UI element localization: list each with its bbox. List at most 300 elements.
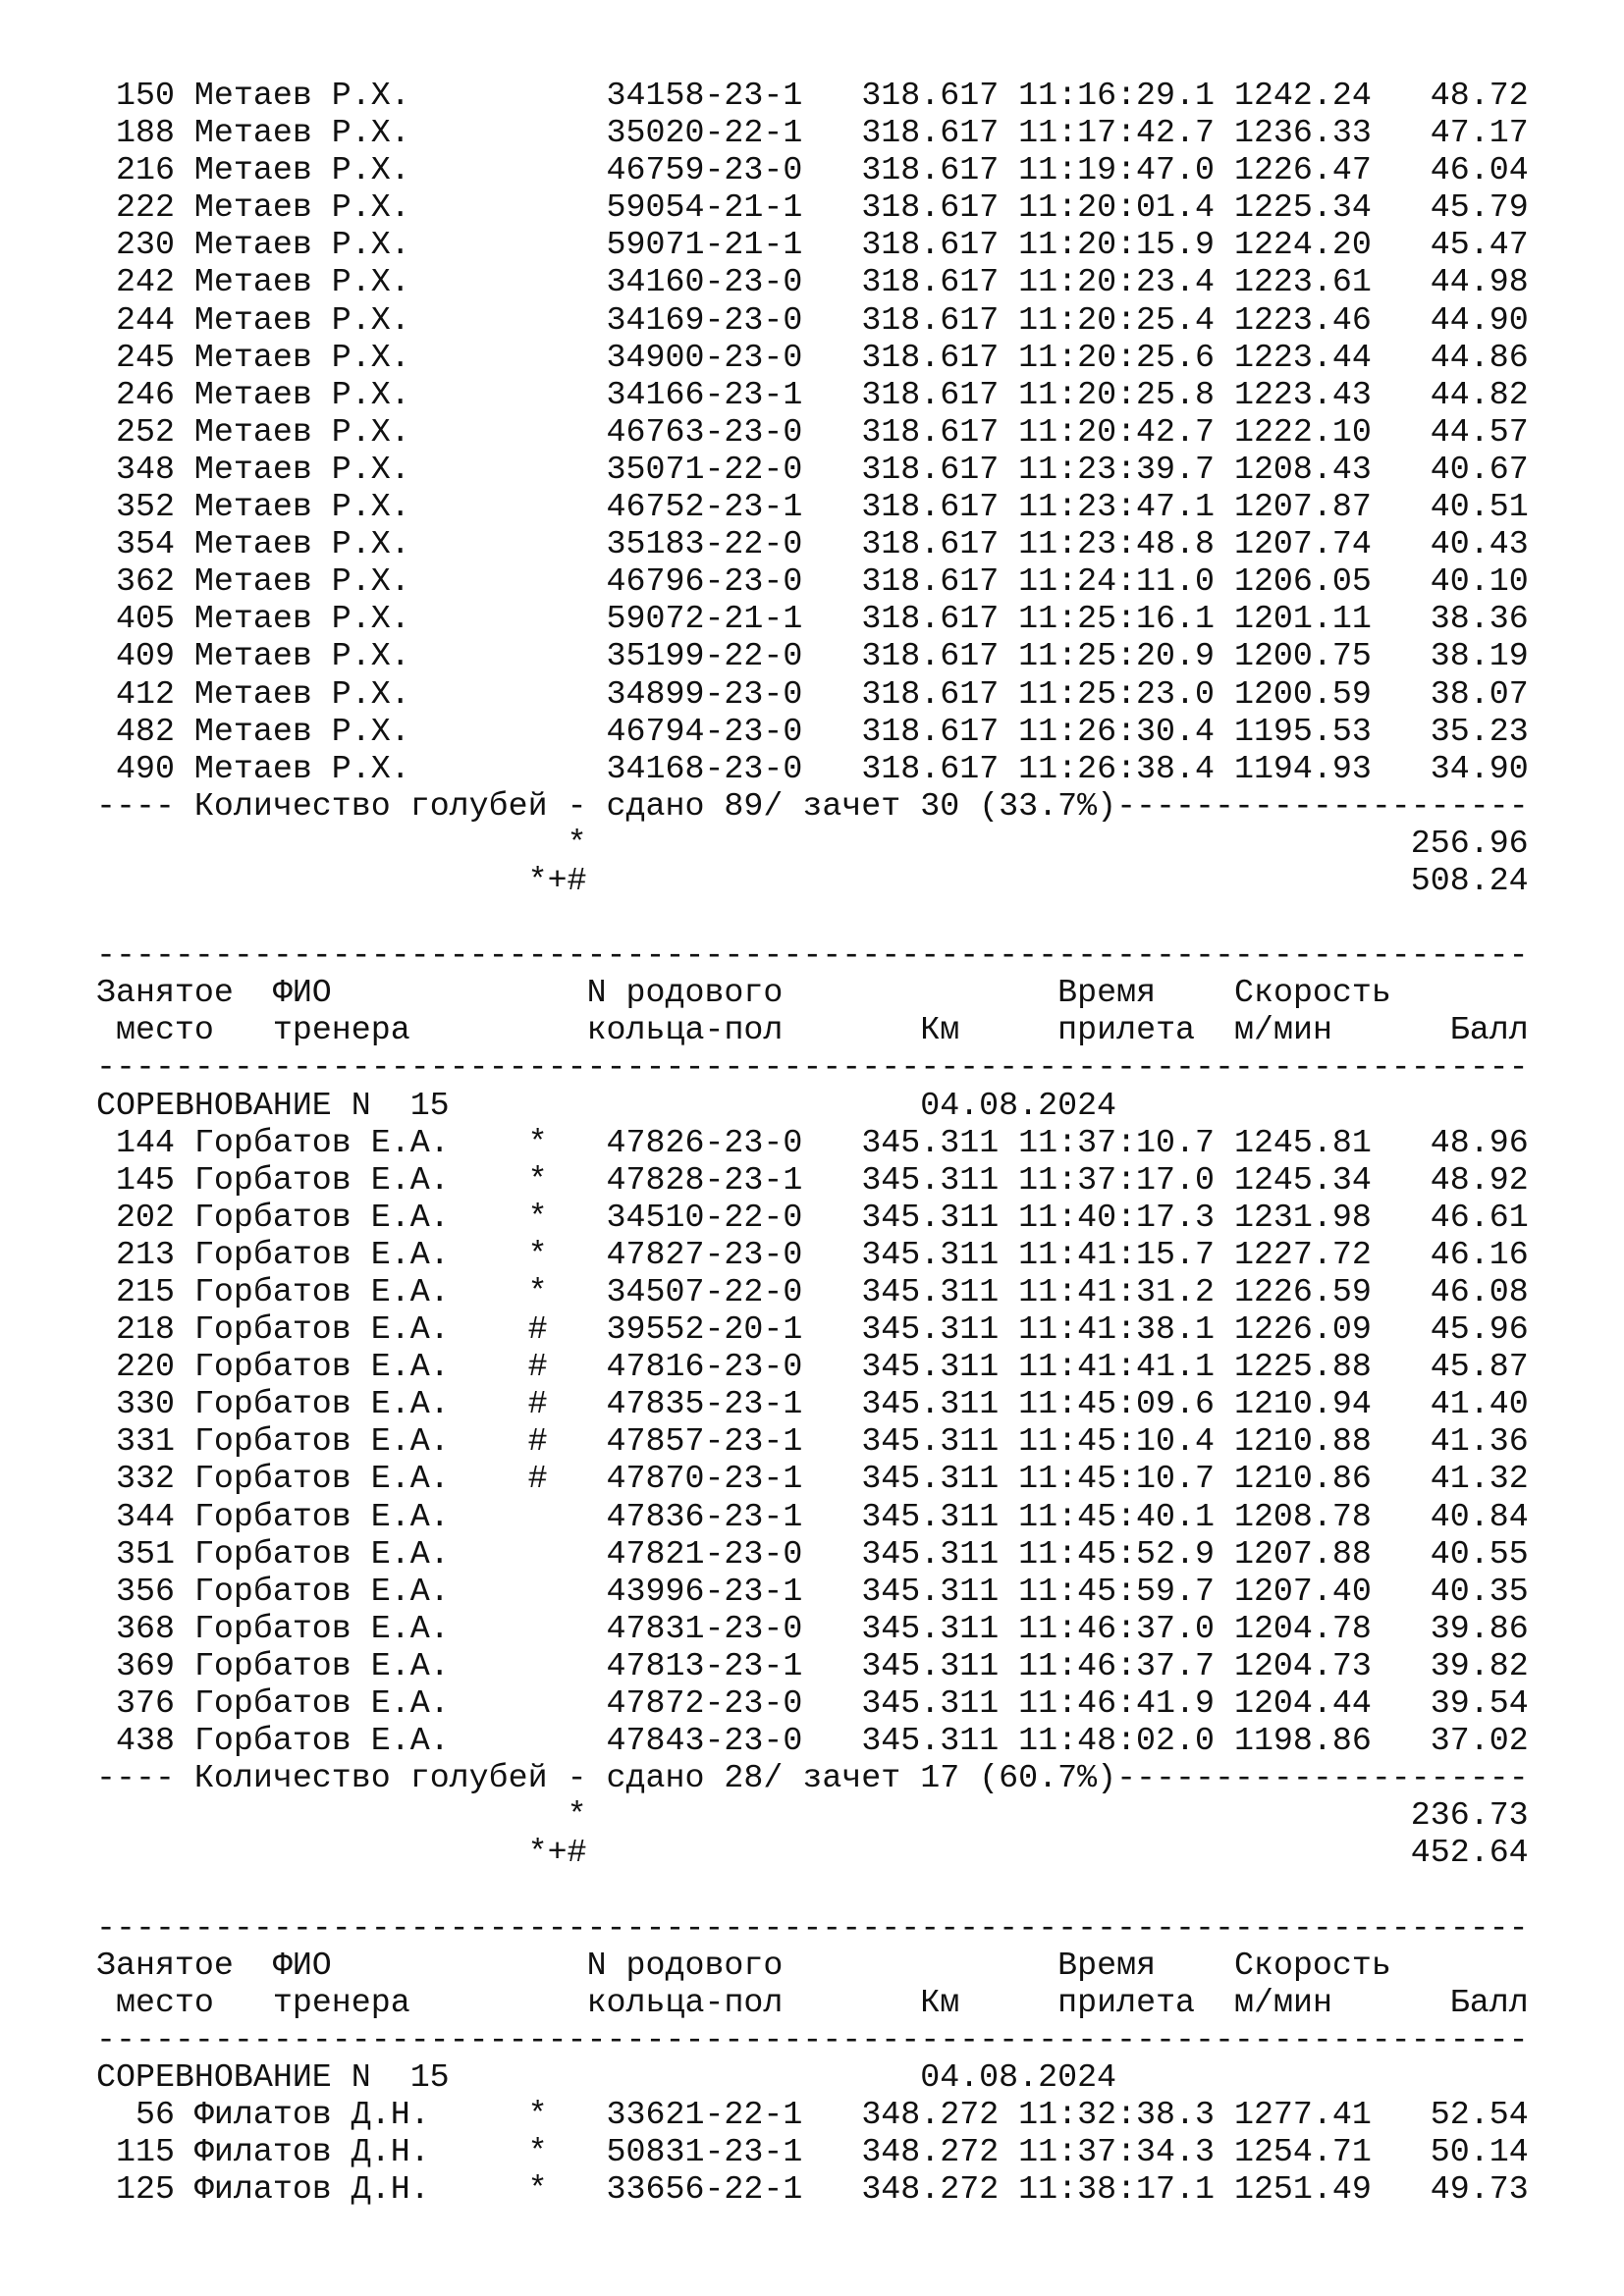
cell-time: 11:25:16.1 <box>1018 600 1234 638</box>
cell-speed: 1226.47 <box>1233 151 1391 189</box>
cell-place: 145 <box>96 1160 175 1199</box>
cell-time: 11:38:17.1 <box>1018 2170 1234 2209</box>
cell-ring: 35020-22-1 <box>606 114 862 152</box>
cell-place: 213 <box>96 1235 175 1273</box>
cell-speed: 1207.74 <box>1233 525 1391 563</box>
cell-score: 37.02 <box>1390 1722 1529 1760</box>
cell-place: 482 <box>96 712 175 750</box>
cell-name: Метаев Р.Х. <box>193 450 528 488</box>
cell-place: 56 <box>96 2096 175 2134</box>
cell-km: 345.311 <box>861 1273 1019 1310</box>
cell-place: 405 <box>96 600 175 638</box>
competition-title: СОРЕВНОВАНИЕ N 15 <box>96 1086 921 1124</box>
cell-place: 376 <box>96 1684 175 1723</box>
cell-name: Метаев Р.Х. <box>193 188 528 227</box>
star-total: 256.96 <box>1410 824 1529 862</box>
cell-name: Горбатов Е.А. <box>193 1497 528 1535</box>
all-total: 508.24 <box>1410 861 1529 899</box>
cell-score: 38.19 <box>1390 637 1529 675</box>
cell-ring: 34166-23-1 <box>606 375 862 413</box>
cell-score: 45.96 <box>1390 1310 1529 1349</box>
cell-speed: 1223.43 <box>1233 375 1391 413</box>
column-header: Занятое <box>96 974 234 1012</box>
cell-speed: 1242.24 <box>1233 77 1391 114</box>
cell-place: 438 <box>96 1722 175 1760</box>
cell-name: Метаев Р.Х. <box>193 674 528 713</box>
cell-name: Горбатов Е.А. <box>193 1310 528 1349</box>
cell-speed: 1195.53 <box>1233 712 1391 750</box>
cell-mark: * <box>527 2096 607 2134</box>
cell-km: 345.311 <box>861 1609 1019 1647</box>
cell-speed: 1277.41 <box>1233 2096 1391 2134</box>
cell-score: 44.82 <box>1390 375 1529 413</box>
cell-place: 252 <box>96 412 175 451</box>
cell-mark <box>528 1647 607 1684</box>
cell-speed: 1223.44 <box>1233 338 1391 376</box>
result-row <box>96 1535 1529 1573</box>
cell-place: 351 <box>96 1534 175 1573</box>
cell-km: 345.311 <box>861 1160 1019 1199</box>
cell-km: 318.617 <box>861 488 1019 526</box>
cell-time: 11:20:25.8 <box>1018 375 1234 413</box>
star-total-line <box>96 1796 1529 1834</box>
cell-mark <box>528 1498 607 1535</box>
cell-mark <box>528 1573 607 1610</box>
result-row <box>96 488 1529 525</box>
cell-place: 409 <box>96 637 175 675</box>
cell-speed: 1226.59 <box>1233 1273 1391 1310</box>
cell-mark <box>528 562 607 600</box>
all-total-line <box>96 1834 1529 1871</box>
cell-mark: * <box>527 1198 607 1236</box>
cell-mark: # <box>527 1310 607 1349</box>
result-row <box>96 1236 1529 1273</box>
cell-time: 11:45:52.9 <box>1018 1534 1234 1573</box>
cell-place: 242 <box>96 263 175 301</box>
cell-ring: 47836-23-1 <box>606 1497 862 1535</box>
result-row <box>96 713 1529 750</box>
cell-speed: 1200.59 <box>1233 674 1391 713</box>
competition-title: СОРЕВНОВАНИЕ N 15 <box>96 2057 921 2096</box>
result-row <box>96 451 1529 488</box>
cell-score: 46.08 <box>1390 1273 1529 1310</box>
cell-km: 345.311 <box>861 1348 1019 1386</box>
cell-ring: 47831-23-0 <box>606 1609 862 1647</box>
star-label: * <box>567 824 587 862</box>
cell-name: Метаев Р.Х. <box>193 338 528 376</box>
cell-mark <box>528 413 607 451</box>
cell-score: 44.57 <box>1390 412 1529 451</box>
cell-mark <box>528 263 607 300</box>
cell-name: Горбатов Е.А. <box>193 1684 528 1723</box>
cell-time: 11:20:15.9 <box>1018 226 1234 264</box>
star-label: * <box>567 1796 587 1835</box>
cell-name: Горбатов Е.А. <box>193 1123 528 1161</box>
cell-name: Метаев Р.Х. <box>193 375 528 413</box>
cell-km: 318.617 <box>861 562 1019 601</box>
cell-score: 46.16 <box>1390 1235 1529 1273</box>
cell-km: 348.272 <box>861 2133 1019 2171</box>
cell-km: 318.617 <box>861 600 1019 638</box>
cell-name: Горбатов Е.А. <box>193 1722 528 1760</box>
cell-speed: 1198.86 <box>1233 1722 1391 1760</box>
cell-time: 11:41:41.1 <box>1018 1348 1234 1386</box>
cell-km: 345.311 <box>861 1123 1019 1161</box>
cell-km: 318.617 <box>861 375 1019 413</box>
cell-km: 318.617 <box>861 188 1019 227</box>
cell-score: 44.90 <box>1390 300 1529 339</box>
cell-mark: # <box>527 1385 607 1423</box>
cell-time: 11:41:15.7 <box>1018 1235 1234 1273</box>
cell-time: 11:45:10.4 <box>1018 1422 1234 1461</box>
cell-score: 39.82 <box>1390 1646 1529 1684</box>
cell-mark <box>528 488 607 525</box>
cell-score: 49.73 <box>1390 2170 1529 2209</box>
cell-score: 40.55 <box>1390 1534 1529 1573</box>
cell-speed: 1223.61 <box>1233 263 1391 301</box>
column-header: ФИО <box>272 1946 332 1984</box>
cell-mark <box>528 151 607 188</box>
cell-ring: 46752-23-1 <box>606 488 862 526</box>
cell-mark: * <box>527 2133 607 2171</box>
cell-ring: 34169-23-0 <box>606 300 862 339</box>
cell-place: 216 <box>96 151 175 189</box>
cell-time: 11:23:39.7 <box>1018 450 1234 488</box>
cell-mark <box>528 1684 607 1722</box>
cell-mark: # <box>527 1348 607 1386</box>
column-header: место <box>115 1011 214 1049</box>
cell-place: 125 <box>96 2170 175 2209</box>
cell-place: 215 <box>96 1273 175 1310</box>
result-row <box>96 151 1529 188</box>
result-row <box>96 2096 1529 2133</box>
cell-km: 318.617 <box>861 450 1019 488</box>
column-header: м/мин <box>1234 1011 1332 1049</box>
cell-time: 11:32:38.3 <box>1018 2096 1234 2134</box>
cell-speed: 1204.44 <box>1233 1684 1391 1723</box>
cell-time: 11:46:37.7 <box>1018 1646 1234 1684</box>
cell-km: 318.617 <box>861 338 1019 376</box>
result-row <box>96 1422 1529 1460</box>
cell-speed: 1254.71 <box>1233 2133 1391 2171</box>
result-row <box>96 263 1529 300</box>
cell-km: 345.311 <box>861 1385 1019 1423</box>
column-header: ФИО <box>272 974 332 1012</box>
cell-mark <box>528 1535 607 1573</box>
cell-place: 202 <box>96 1198 175 1236</box>
cell-ring: 47813-23-1 <box>606 1646 862 1684</box>
cell-ring: 34899-23-0 <box>606 674 862 713</box>
result-row <box>96 77 1529 114</box>
column-header: кольца-пол <box>586 1011 784 1049</box>
cell-ring: 46759-23-0 <box>606 151 862 189</box>
cell-score: 44.98 <box>1390 263 1529 301</box>
cell-name: Метаев Р.Х. <box>193 114 528 152</box>
cell-ring: 47843-23-0 <box>606 1722 862 1760</box>
cell-ring: 47827-23-0 <box>606 1235 862 1273</box>
cell-ring: 43996-23-1 <box>606 1572 862 1610</box>
cell-ring: 39552-20-1 <box>606 1310 862 1349</box>
cell-mark <box>528 637 607 674</box>
cell-speed: 1206.05 <box>1233 562 1391 601</box>
column-header: тренера <box>272 1983 410 2021</box>
cell-place: 246 <box>96 375 175 413</box>
cell-name: Горбатов Е.А. <box>193 1646 528 1684</box>
header-line-1 <box>96 974 1529 1011</box>
cell-mark <box>528 750 607 787</box>
cell-km: 348.272 <box>861 2170 1019 2209</box>
cell-time: 11:48:02.0 <box>1018 1722 1234 1760</box>
cell-place: 220 <box>96 1348 175 1386</box>
column-header: прилета <box>1057 1983 1196 2021</box>
cell-km: 318.617 <box>861 412 1019 451</box>
cell-score: 41.32 <box>1390 1460 1529 1498</box>
result-row <box>96 301 1529 339</box>
cell-score: 45.47 <box>1390 226 1529 264</box>
cell-name: Метаев Р.Х. <box>193 712 528 750</box>
cell-mark <box>528 1610 607 1647</box>
cell-name: Филатов Д.Н. <box>193 2133 528 2171</box>
cell-speed: 1210.86 <box>1233 1460 1391 1498</box>
cell-name: Горбатов Е.А. <box>193 1609 528 1647</box>
column-header: Балл <box>1449 1011 1529 1049</box>
cell-speed: 1210.94 <box>1233 1385 1391 1423</box>
column-header: тренера <box>272 1011 410 1049</box>
cell-mark: * <box>527 2170 607 2209</box>
cell-name: Горбатов Е.А. <box>193 1198 528 1236</box>
column-header: кольца-пол <box>586 1983 784 2021</box>
table-divider: ------------------------------------------------------------------------- <box>96 1048 1529 1087</box>
header-line-2 <box>96 1984 1529 2021</box>
cell-km: 345.311 <box>861 1646 1019 1684</box>
cell-score: 41.40 <box>1390 1385 1529 1423</box>
column-header: Км <box>920 1983 960 2021</box>
column-header: Км <box>920 1011 960 1049</box>
cell-time: 11:45:09.6 <box>1018 1385 1234 1423</box>
cell-ring: 47816-23-0 <box>606 1348 862 1386</box>
cell-place: 368 <box>96 1609 175 1647</box>
cell-mark <box>528 339 607 376</box>
cell-time: 11:46:37.0 <box>1018 1609 1234 1647</box>
cell-km: 348.272 <box>861 2096 1019 2134</box>
cell-km: 345.311 <box>861 1684 1019 1723</box>
result-row <box>96 1124 1529 1161</box>
cell-time: 11:41:38.1 <box>1018 1310 1234 1349</box>
cell-ring: 47828-23-1 <box>606 1160 862 1199</box>
cell-place: 369 <box>96 1646 175 1684</box>
result-row <box>96 1460 1529 1497</box>
cell-mark <box>528 114 607 151</box>
cell-ring: 34160-23-0 <box>606 263 862 301</box>
cell-km: 345.311 <box>861 1722 1019 1760</box>
cell-score: 44.86 <box>1390 338 1529 376</box>
cell-time: 11:23:48.8 <box>1018 525 1234 563</box>
column-header: N родового <box>586 974 784 1012</box>
cell-mark <box>528 451 607 488</box>
results-printout <box>96 77 1529 2208</box>
column-header: Время <box>1057 1946 1157 1984</box>
cell-mark <box>528 188 607 226</box>
cell-score: 40.43 <box>1390 525 1529 563</box>
cell-ring: 34900-23-0 <box>606 338 862 376</box>
cell-place: 222 <box>96 188 175 227</box>
cell-score: 35.23 <box>1390 712 1529 750</box>
cell-mark <box>528 525 607 562</box>
cell-score: 52.54 <box>1390 2096 1529 2134</box>
cell-place: 412 <box>96 674 175 713</box>
cell-score: 40.10 <box>1390 562 1529 601</box>
result-row <box>96 1684 1529 1722</box>
cell-name: Метаев Р.Х. <box>193 637 528 675</box>
result-row <box>96 188 1529 226</box>
cell-ring: 50831-23-1 <box>606 2133 862 2171</box>
cell-mark: * <box>527 1273 607 1310</box>
cell-km: 345.311 <box>861 1310 1019 1349</box>
cell-time: 11:25:23.0 <box>1018 674 1234 713</box>
cell-score: 40.35 <box>1390 1572 1529 1610</box>
cell-time: 11:20:23.4 <box>1018 263 1234 301</box>
cell-speed: 1222.10 <box>1233 412 1391 451</box>
cell-name: Метаев Р.Х. <box>193 263 528 301</box>
cell-ring: 34510-22-0 <box>606 1198 862 1236</box>
cell-score: 39.54 <box>1390 1684 1529 1723</box>
cell-name: Горбатов Е.А. <box>193 1534 528 1573</box>
cell-name: Метаев Р.Х. <box>193 525 528 563</box>
cell-score: 48.96 <box>1390 1123 1529 1161</box>
cell-km: 318.617 <box>861 674 1019 713</box>
cell-name: Горбатов Е.А. <box>193 1460 528 1498</box>
cell-score: 40.84 <box>1390 1497 1529 1535</box>
star-total-line <box>96 825 1529 862</box>
cell-time: 11:20:42.7 <box>1018 412 1234 451</box>
cell-place: 354 <box>96 525 175 563</box>
cell-time: 11:37:34.3 <box>1018 2133 1234 2171</box>
cell-name: Метаев Р.Х. <box>193 300 528 339</box>
cell-place: 218 <box>96 1310 175 1349</box>
column-header: N родового <box>586 1946 784 1984</box>
cell-speed: 1227.72 <box>1233 1235 1391 1273</box>
cell-km: 318.617 <box>861 77 1019 114</box>
result-row <box>96 562 1529 600</box>
cell-time: 11:45:40.1 <box>1018 1497 1234 1535</box>
summary-text: Количество голубей - сдано 89/ зачет 30 (33.7%) <box>193 786 1117 825</box>
cell-name: Метаев Р.Х. <box>193 562 528 601</box>
cell-ring: 47870-23-1 <box>606 1460 862 1498</box>
cell-ring: 33621-22-1 <box>606 2096 862 2134</box>
cell-time: 11:20:01.4 <box>1018 188 1234 227</box>
cell-speed: 1194.93 <box>1233 749 1391 787</box>
cell-ring: 46794-23-0 <box>606 712 862 750</box>
cell-time: 11:37:10.7 <box>1018 1123 1234 1161</box>
summary-line: ---- Количество голубей - сдано 89/ зачет 30 (33.7%)--------------------- <box>96 786 1529 825</box>
cell-name: Горбатов Е.А. <box>193 1160 528 1199</box>
cell-km: 345.311 <box>861 1497 1019 1535</box>
cell-score: 46.04 <box>1390 151 1529 189</box>
cell-name: Горбатов Е.А. <box>193 1572 528 1610</box>
cell-mark <box>528 301 607 339</box>
header-line-1 <box>96 1947 1529 1984</box>
cell-speed: 1200.75 <box>1233 637 1391 675</box>
column-header: м/мин <box>1234 1983 1332 2021</box>
cell-name: Метаев Р.Х. <box>193 749 528 787</box>
cell-km: 318.617 <box>861 263 1019 301</box>
result-row <box>96 1385 1529 1422</box>
cell-km: 318.617 <box>861 226 1019 264</box>
competition-line <box>96 1087 1529 1124</box>
cell-km: 345.311 <box>861 1460 1019 1498</box>
cell-ring: 46796-23-0 <box>606 562 862 601</box>
cell-place: 144 <box>96 1123 175 1161</box>
cell-place: 344 <box>96 1497 175 1535</box>
cell-time: 11:45:10.7 <box>1018 1460 1234 1498</box>
cell-ring: 59054-21-1 <box>606 188 862 227</box>
cell-time: 11:40:17.3 <box>1018 1198 1234 1236</box>
cell-score: 38.36 <box>1390 600 1529 638</box>
blank-line <box>96 1872 1529 1909</box>
all-total-line <box>96 862 1529 899</box>
cell-name: Филатов Д.Н. <box>193 2170 528 2209</box>
column-header: Балл <box>1449 1983 1529 2021</box>
competition-line <box>96 2058 1529 2096</box>
cell-speed: 1231.98 <box>1233 1198 1391 1236</box>
result-row <box>96 1310 1529 1348</box>
cell-place: 331 <box>96 1422 175 1461</box>
cell-speed: 1224.20 <box>1233 226 1391 264</box>
table-divider: ------------------------------------------------------------------------- <box>96 2020 1529 2058</box>
column-header: Занятое <box>96 1946 234 1984</box>
cell-ring: 46763-23-0 <box>606 412 862 451</box>
cell-name: Горбатов Е.А. <box>193 1385 528 1423</box>
cell-speed: 1210.88 <box>1233 1422 1391 1461</box>
cell-km: 318.617 <box>861 114 1019 152</box>
cell-speed: 1208.43 <box>1233 450 1391 488</box>
result-row <box>96 2170 1529 2208</box>
cell-ring: 35071-22-0 <box>606 450 862 488</box>
cell-time: 11:26:38.4 <box>1018 749 1234 787</box>
cell-speed: 1223.46 <box>1233 300 1391 339</box>
cell-place: 330 <box>96 1385 175 1423</box>
cell-place: 244 <box>96 300 175 339</box>
cell-time: 11:16:29.1 <box>1018 77 1234 114</box>
cell-time: 11:37:17.0 <box>1018 1160 1234 1199</box>
cell-score: 38.07 <box>1390 674 1529 713</box>
cell-place: 115 <box>96 2133 175 2171</box>
cell-ring: 47821-23-0 <box>606 1534 862 1573</box>
cell-ring: 34507-22-0 <box>606 1273 862 1310</box>
cell-speed: 1245.34 <box>1233 1160 1391 1199</box>
result-row <box>96 376 1529 413</box>
result-row <box>96 637 1529 674</box>
cell-time: 11:17:42.7 <box>1018 114 1234 152</box>
cell-ring: 35199-22-0 <box>606 637 862 675</box>
result-row <box>96 2133 1529 2170</box>
cell-name: Метаев Р.Х. <box>193 412 528 451</box>
cell-speed: 1204.73 <box>1233 1646 1391 1684</box>
cell-name: Метаев Р.Х. <box>193 77 528 114</box>
cell-time: 11:25:20.9 <box>1018 637 1234 675</box>
result-row <box>96 1199 1529 1236</box>
cell-speed: 1207.40 <box>1233 1572 1391 1610</box>
result-row <box>96 114 1529 151</box>
competition-date: 04.08.2024 <box>920 1086 1117 1124</box>
cell-mark: * <box>527 1160 607 1199</box>
cell-score: 40.67 <box>1390 450 1529 488</box>
cell-name: Метаев Р.Х. <box>193 600 528 638</box>
cell-place: 352 <box>96 488 175 526</box>
cell-mark <box>528 77 607 114</box>
cell-mark <box>528 226 607 263</box>
result-row <box>96 226 1529 263</box>
